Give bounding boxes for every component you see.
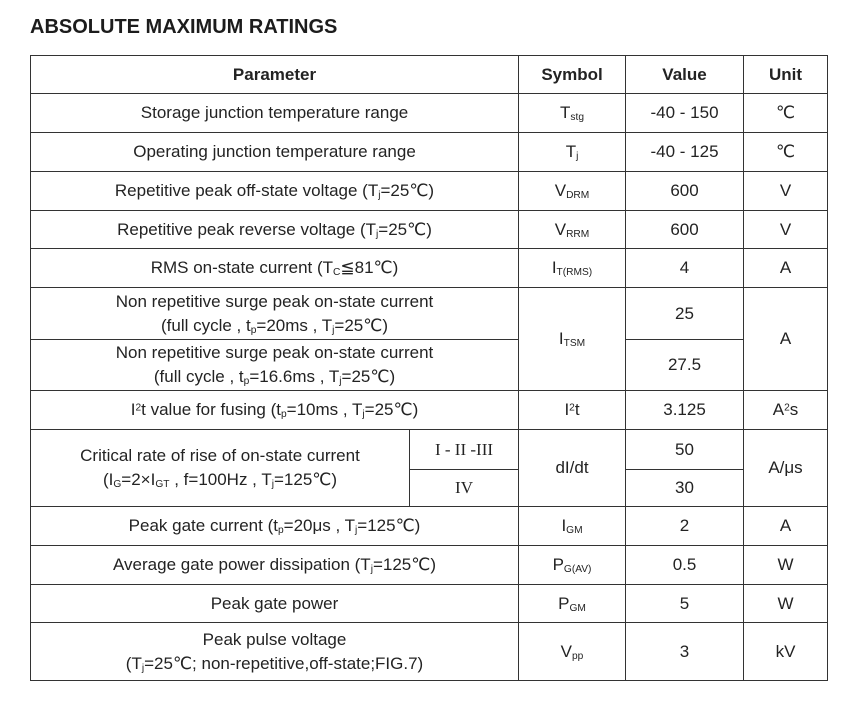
param-cell: Non repetitive surge peak on-state current (full cycle , $t_p=16.6ms$ , $T_j=25℃$): [31, 340, 519, 391]
value-cell: 27.5: [626, 340, 744, 391]
param-cell: Repetitive peak off-state voltage $(T_j=25℃)$: [31, 172, 519, 211]
param-cell: Peak gate power: [31, 585, 519, 623]
unit-cell: A: [744, 507, 828, 546]
symbol-cell: $P_{G(AV)}$: [519, 546, 626, 585]
unit-cell: A: [744, 288, 828, 391]
unit-cell: ℃: [744, 94, 828, 133]
value-cell: 3.125: [626, 391, 744, 430]
param-cell: RMS on-state current $(T_C≦81℃)$: [31, 249, 519, 288]
symbol-cell: $T_{stg}$: [519, 94, 626, 133]
symbol-cell: $V_{DRM}$: [519, 172, 626, 211]
param-cell: Average gate power dissipation $(T_j=125℃)$: [31, 546, 519, 585]
table-row: [31, 585, 828, 623]
symbol-cell: dI/dt: [519, 430, 626, 507]
value-cell: 600: [626, 211, 744, 249]
table-row: [31, 391, 828, 430]
symbol-cell: $V_{pp}$: [519, 623, 626, 681]
unit-cell: kV: [744, 623, 828, 681]
unit-cell: $A^2s$: [744, 391, 828, 430]
param-cell: Critical rate of rise of on-state current ($I_G=2\times I_{GT}$ , f=100Hz , $T_j=125℃$): [31, 430, 410, 507]
value-cell: 30: [626, 470, 744, 507]
unit-cell: V: [744, 172, 828, 211]
table-row: [31, 172, 828, 211]
col-header-unit: Unit: [744, 56, 828, 94]
param-cell: Non repetitive surge peak on-state current (full cycle , $t_p=20ms$ , $T_j=25℃$): [31, 288, 519, 340]
ratings-table: [30, 55, 828, 681]
symbol-cell: $I^2t$: [519, 391, 626, 430]
param-cell: $I^2t$ value for fusing ($t_p=10ms$ , $T_j=25℃$): [31, 391, 519, 430]
param-cell: Peak gate current ($t_p=20\mu s$ , $T_j=125℃$): [31, 507, 519, 546]
value-cell: 25: [626, 288, 744, 340]
col-header-symbol: Symbol: [519, 56, 626, 94]
param-cell: Storage junction temperature range: [31, 94, 519, 133]
table-row: [31, 546, 828, 585]
table-row: [31, 56, 828, 94]
symbol-cell: $I_{TSM}$: [519, 288, 626, 391]
table-row: [31, 133, 828, 172]
value-cell: 2: [626, 507, 744, 546]
param-cell: Repetitive peak reverse voltage $(T_j=25℃)$: [31, 211, 519, 249]
table-row: [31, 430, 828, 470]
symbol-cell: $T_j$: [519, 133, 626, 172]
table-row: [31, 249, 828, 288]
gate-class-cell: I - II -III: [410, 430, 519, 470]
table-row: [31, 623, 828, 681]
value-cell: -40 - 125: [626, 133, 744, 172]
value-cell: 3: [626, 623, 744, 681]
col-header-value: Value: [626, 56, 744, 94]
value-cell: 0.5: [626, 546, 744, 585]
col-header-parameter: Parameter: [31, 56, 519, 94]
value-cell: 50: [626, 430, 744, 470]
value-cell: -40 - 150: [626, 94, 744, 133]
table-row: [31, 507, 828, 546]
symbol-cell: $P_{GM}$: [519, 585, 626, 623]
gate-class-cell: IV: [410, 470, 519, 507]
unit-cell: ℃: [744, 133, 828, 172]
table-row: [31, 340, 828, 391]
ratings-table-body: [31, 56, 828, 681]
symbol-cell: $I_{GM}$: [519, 507, 626, 546]
section-title: ABSOLUTE MAXIMUM RATINGS: [30, 16, 338, 38]
unit-cell: W: [744, 546, 828, 585]
unit-cell: A/μs: [744, 430, 828, 507]
unit-cell: W: [744, 585, 828, 623]
param-cell: Peak pulse voltage ($T_j=25℃$; non-repetitive,off-state;FIG.7): [31, 623, 519, 681]
table-row: [31, 288, 828, 340]
table-row: [31, 94, 828, 133]
symbol-cell: $I_{T(RMS)}$: [519, 249, 626, 288]
unit-cell: V: [744, 211, 828, 249]
value-cell: 5: [626, 585, 744, 623]
value-cell: 4: [626, 249, 744, 288]
value-cell: 600: [626, 172, 744, 211]
symbol-cell: $V_{RRM}$: [519, 211, 626, 249]
unit-cell: A: [744, 249, 828, 288]
table-row: [31, 211, 828, 249]
param-cell: Operating junction temperature range: [31, 133, 519, 172]
